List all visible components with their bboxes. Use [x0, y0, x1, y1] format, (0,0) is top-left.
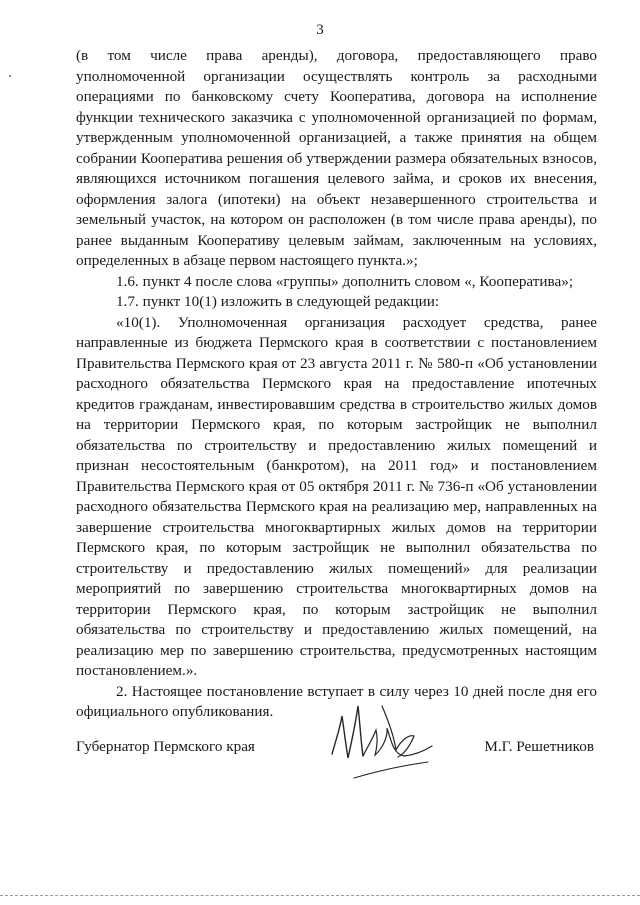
signatory-title: Губернатор Пермского края	[76, 738, 255, 755]
signature-block	[76, 700, 597, 780]
handwritten-signature	[328, 700, 440, 780]
paragraph-continuation: (в том числе права аренды), договора, предоставляющего право уполномоченной организации осуществлять контроль за расходными операциями по банковскому счету Кооператива, договора на исполнение функции технического заказчика с уполномоченной организацией по формам, утвержденным уполномоченной организацией, а также принятия на общем собрании Кооператива решения об утверждении размера обязательных взносов, являющихся источником погашения целевого займа, и сроков их внесения, оформления залога (ипотеки) на объект незавершенного строительства и земельный участок, на котором он расположен (в том числе права аренды), по ранее выданным Кооперативу целевым займам, заключенным на условиях, определенных в абзаце первом настоящего пункта.»;	[76, 47, 597, 269]
paragraph-item-1-7: 1.7. пункт 10(1) изложить в следующей редакции:	[116, 293, 440, 310]
paragraph-item-10-1: «10(1). Уполномоченная организация расходует средства, ранее направленные из бюджета Пермского края в соответствии с постановлением Правительства Пермского края от 23 августа 2011 г. № 580-п «Об установлении расходного обязательства Пермского края на предоставление ипотечных кредитов гражданам, инвестировавшим средства в строительство жилых домов на территории Пермского края, по которым застройщик не выполнил обязательства по строительству и предоставлению жилых помещений и признан несостоятельным (банкротом), на 2011 год» и постановлением Правительства Пермского края от 05 октября 2011 г. № 736-п «Об установлении расходного обязательства Пермского края на реализацию мер, направленных на завершение строительства многоквартирных жилых домов на территории Пермского края, по которым застройщик не выполнил обязательства по строительству и предоставлению жилых помещений» для реализации мероприятий по завершению строительства многоквартирных домов на территории Пермского края, по которым застройщик не выполнил обязательства по строительству и предоставлению жилых помещений, на реализацию мер по завершению строительства, предусмотренных настоящим постановлением.».	[76, 313, 597, 679]
page-number: 3	[316, 22, 324, 38]
paragraph-item-2: 2. Настоящее постановление вступает в силу через 10 дней после дня его официального опубликования.	[76, 682, 597, 720]
paragraph-item-1-6: 1.6. пункт 4 после слова «группы» дополнить словом «, Кооператива»;	[116, 272, 574, 290]
scan-mark	[9, 75, 11, 77]
signatory-name: М.Г. Решетников	[484, 738, 594, 755]
bottom-edge-line	[0, 895, 640, 896]
document-body	[76, 46, 597, 723]
